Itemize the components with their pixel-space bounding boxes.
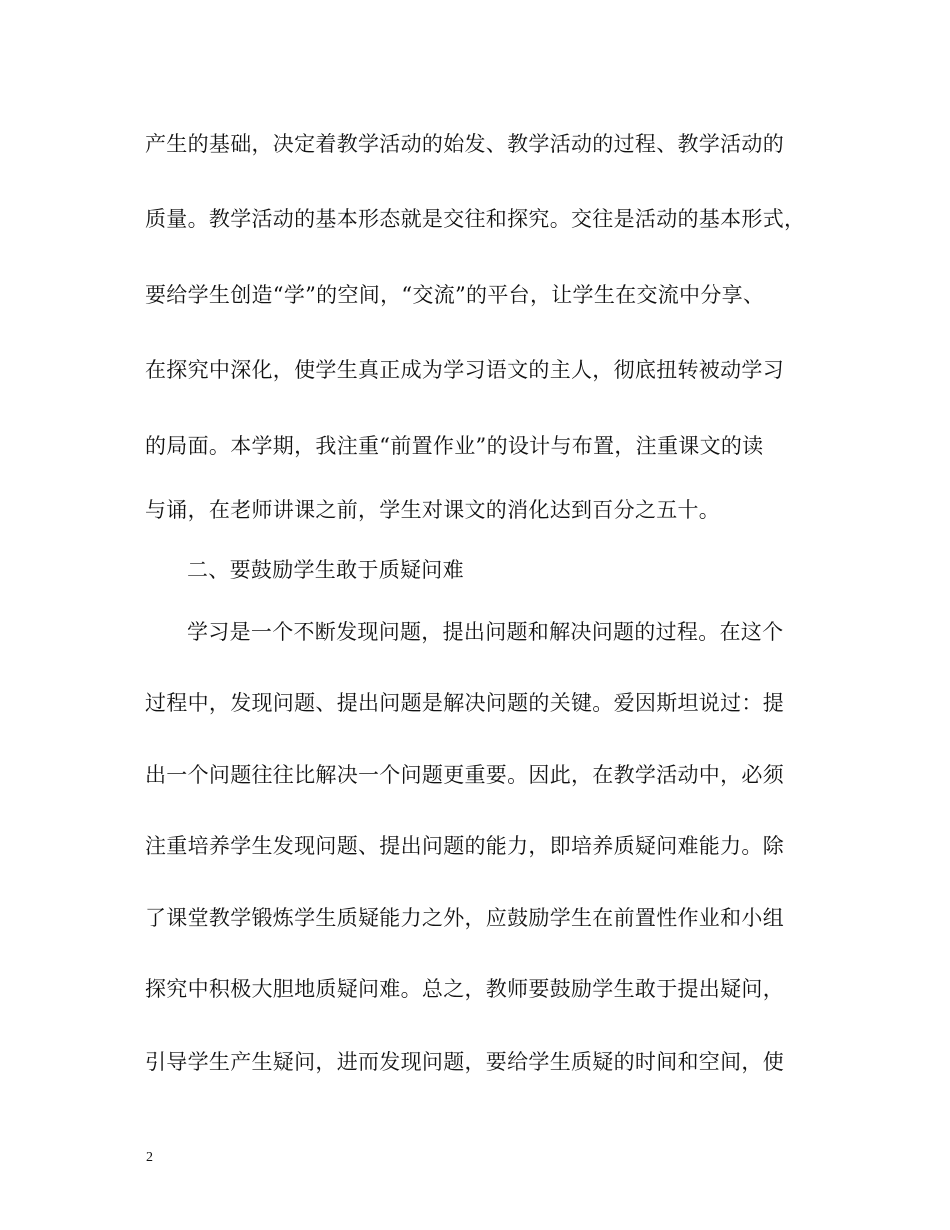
- paragraph-line: 的局面。本学期，我注重“前置作业”的设计与布置，注重课文的读: [145, 434, 764, 458]
- paragraph-line: 了课堂教学锻炼学生质疑能力之外，应鼓励学生在前置性作业和小组: [145, 906, 784, 930]
- paragraph-line: 要给学生创造“学”的空间，“交流”的平台，让学生在交流中分享、: [145, 283, 765, 307]
- paragraph-line: 引导学生产生疑问，进而发现问题，要给学生质疑的时间和空间，使: [145, 1050, 784, 1074]
- paragraph-line: 出一个问题往往比解决一个问题更重要。因此，在教学活动中，必须: [145, 763, 784, 787]
- paragraph-line: 与诵，在老师讲课之前，学生对课文的消化达到百分之五十。: [145, 498, 721, 522]
- paragraph-line: 产生的基础，决定着教学活动的始发、教学活动的过程、教学活动的: [145, 132, 784, 156]
- page-number: 2: [146, 1150, 153, 1165]
- paragraph-line: 质量。教学活动的基本形态就是交往和探究。交往是活动的基本形式，: [145, 207, 806, 231]
- paragraph-line: 注重培养学生发现问题、提出问题的能力，即培养质疑问难能力。除: [145, 834, 784, 858]
- paragraph-line: 探究中积极大胆地质疑问难。总之，教师要鼓励学生敢于提出疑问，: [145, 977, 784, 1001]
- paragraph-line: 学习是一个不断发现问题，提出问题和解决问题的过程。在这个: [187, 620, 784, 644]
- paragraph-line: 过程中，发现问题、提出问题是解决问题的关键。爱因斯坦说过：提: [145, 691, 784, 715]
- paragraph-line: 在探究中深化，使学生真正成为学习语文的主人，彻底扭转被动学习: [145, 358, 784, 382]
- section-heading: 二、要鼓励学生敢于质疑问难: [187, 558, 464, 582]
